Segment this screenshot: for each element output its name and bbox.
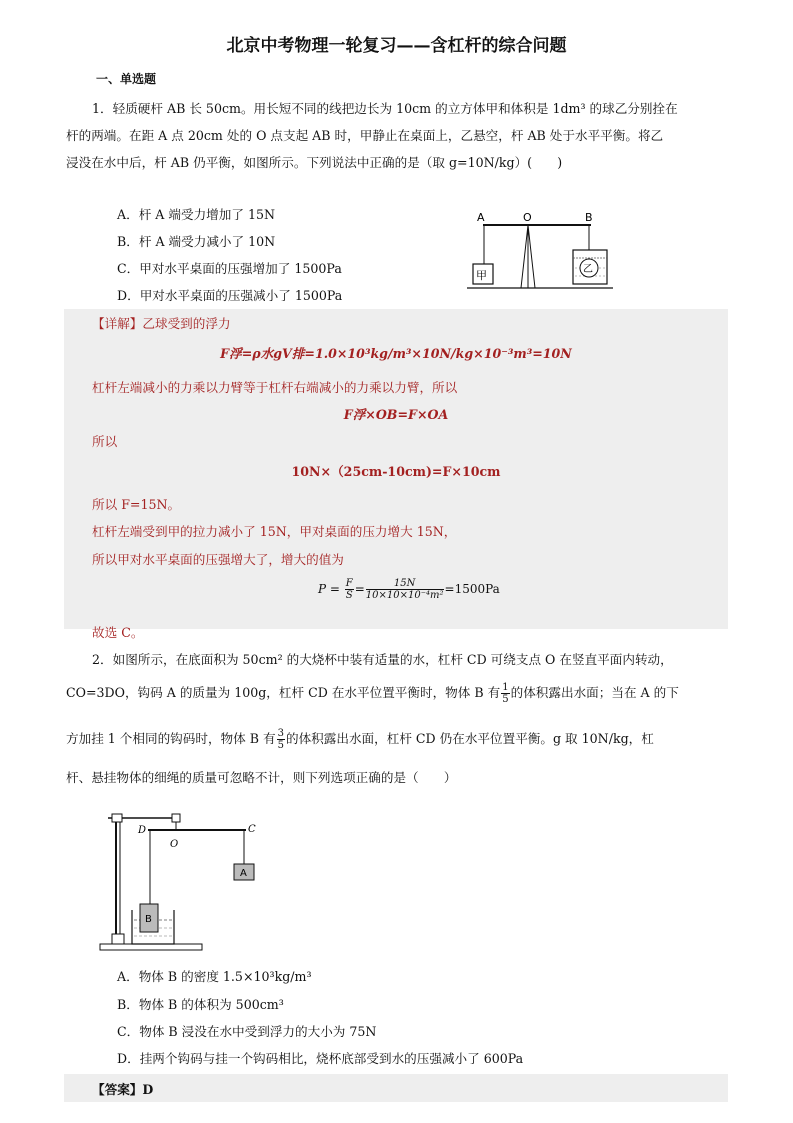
q1-label-a: A — [477, 211, 485, 224]
q2-label-b: B — [145, 914, 152, 925]
page-title: 北京中考物理一轮复习——含杠杆的综合问题 — [226, 36, 567, 56]
q2-option-a: A．物体 B 的密度 1.5×10³kg/m³ — [117, 969, 312, 984]
q2-label-c: C — [248, 824, 256, 835]
q1-stem-line3: 浸没在水中后，杆 AB 仍平衡，如图所示。下列说法中正确的是（取 g=10N/kg）( ) — [66, 155, 563, 170]
q1-eq1: F浮=ρ水gV排=1.0×10³kg/m³×10N/kg×10⁻³m³=10N — [220, 346, 572, 361]
q2-option-b: B．物体 B 的体积为 500cm³ — [117, 997, 284, 1012]
q2-stem-line4: 杆、悬挂物体的细绳的质量可忽略不计，则下列选项正确的是（ ） — [66, 770, 457, 785]
q2-label-a: A — [240, 868, 247, 879]
q2-lever-figure — [98, 808, 268, 954]
q1-stem-line2: 杆的两端。在距 A 点 20cm 处的 O 点支起 AB 时，甲静止在桌面上，乙悬空，杆 AB 处于水平平衡。将乙 — [66, 128, 664, 143]
q1-label-b: B — [585, 211, 593, 224]
q2-answer: 【答案】D — [92, 1082, 154, 1097]
q1-option-b: B．杆 A 端受力减小了 10N — [117, 234, 276, 249]
q1-option-a: A．杆 A 端受力增加了 15N — [117, 207, 275, 222]
section-heading: 一、单选题 — [96, 72, 157, 86]
q2-stem-line3: 方加挂 1 个相同的钩码时，物体 B 有 $\frac{3}{5}$ 的体积露出水面，杠杆 CD 仍在水平位置平衡。g 取 10N/kg，杠 — [66, 728, 654, 751]
q1-eq3: 10N×（25cm-10cm)=F×10cm — [291, 464, 501, 479]
q1-detail-line5: 杠杆左端受到甲的拉力减小了 15N，甲对桌面的压力增大 15N， — [92, 524, 457, 539]
q2-option-d: D．挂两个钩码与挂一个钩码相比，烧杯底部受到水的压强减小了 600Pa — [117, 1051, 524, 1066]
q1-detail-line2: 杠杆左端减小的力乘以力臂等于杠杆右端减小的力乘以力臂，所以 — [92, 380, 458, 395]
q2-stem-line2: CO=3DO，钩码 A 的质量为 100g，杠杆 CD 在水平位置平衡时，物体 B 有 $\frac{1}{5}$ 的体积露出水面；当在 A 的下 — [66, 682, 679, 705]
q1-label-yi: 乙 — [583, 264, 593, 275]
q2-option-c: C．物体 B 浸没在水中受到浮力的大小为 75N — [117, 1024, 377, 1039]
q1-option-d: D．甲对水平桌面的压强减小了 1500Pa — [117, 288, 343, 303]
q1-answer: 故选 C。 — [92, 625, 144, 640]
q2-label-o: O — [170, 839, 179, 850]
q1-eq4: P = $\frac{F}{S}$ = $\frac{15N}{\text{10×10×10⁻⁴m²}}$ =1500Pa — [318, 578, 500, 601]
q1-label-jia: 甲 — [476, 269, 487, 282]
q1-detail-line4: 所以 F=15N。 — [92, 497, 181, 512]
q2-label-d: D — [138, 825, 147, 836]
q1-option-c: C．甲对水平桌面的压强增加了 1500Pa — [117, 261, 342, 276]
q1-lever-figure — [465, 208, 615, 292]
q1-eq2: F浮×OB=F×OA — [343, 407, 449, 422]
q1-detail-line1: 【详解】乙球受到的浮力 — [92, 316, 231, 331]
q1-detail-line3: 所以 — [92, 434, 118, 449]
q1-stem-line1: 1．轻质硬杆 AB 长 50cm。用长短不同的线把边长为 10cm 的立方体甲和体积是 1dm³ 的球乙分别拴在 — [92, 101, 678, 116]
q1-detail-line6: 所以甲对水平桌面的压强增大了，增大的值为 — [92, 552, 344, 567]
q2-answer-block — [64, 1074, 728, 1102]
q2-stem-line1: 2．如图所示，在底面积为 50cm² 的大烧杯中装有适量的水，杠杆 CD 可绕支点 O 在竖直平面内转动， — [92, 652, 673, 667]
q1-label-o: O — [523, 211, 532, 224]
q1-detail-tag: 【详解】 — [92, 316, 143, 331]
